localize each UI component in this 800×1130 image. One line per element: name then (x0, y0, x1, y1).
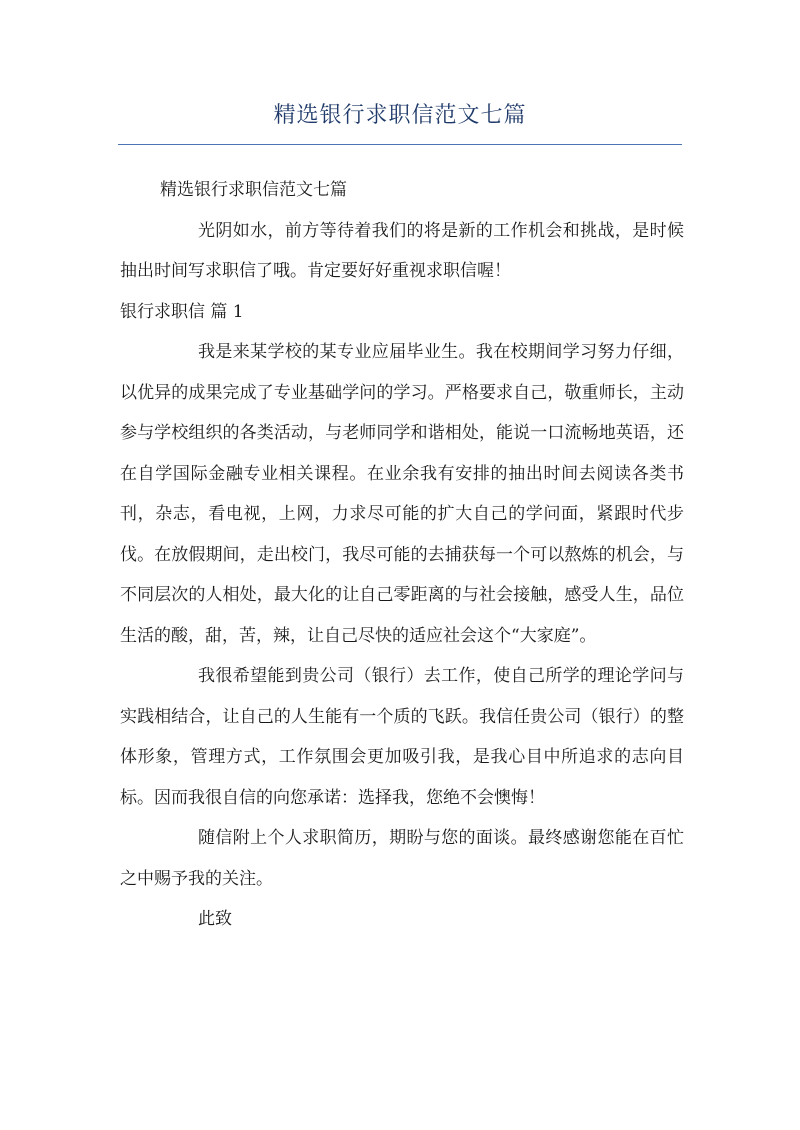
document-title: 精选银行求职信范文七篇 (273, 103, 527, 128)
closing-salutation: 此致 (198, 909, 232, 929)
section-heading: 银行求职信 篇 1 (120, 301, 244, 322)
title-divider (118, 144, 682, 145)
body-paragraph: 随信附上个人求职简历，期盼与您的面谈。最终感谢您能在百忙之中赐予我的关注。 (120, 828, 684, 889)
document-body (120, 170, 684, 940)
body-paragraph: 我很希望能到贵公司（银行）去工作，使自己所学的理论学问与实践相结合，让自己的人生能有一个质的飞跃。我信任贵公司（银行）的整体形象，管理方式，工作氛围会更加吸引我，是我心目中所追求的志向目标。因而我很自信的向您承诺：选择我，您绝不会懊悔！ (120, 666, 684, 808)
intro-paragraph: 光阴如水，前方等待着我们的将是新的工作机会和挑战，是时候抽出时间写求职信了哦。肯定要好好重视求职信喔！ (120, 220, 684, 281)
body-paragraph: 我是来某学校的某专业应届毕业生。我在校期间学习努力仔细，以优异的成果完成了专业基础学问的学习。严格要求自己，敬重师长，主动参与学校组织的各类活动，与老师同学和谐相处，能说一口流畅地英语，还在自学国际金融专业相关课程。在业余我有安排的抽出时间去阅读各类书刊，杂志，看电视，上网，力求尽可能的扩大自己的学问面，紧跟时代步伐。在放假期间，走出校门，我尽可能的去捕获每一个可以熬炼的机会，与不同层次的人相处，最大化的让自己零距离的与社会接触，感受人生，品位生活的酸，甜，苦，辣，让自己尽快的适应社会这个“大家庭”。 (120, 342, 684, 646)
document-subtitle: 精选银行求职信范文七篇 (160, 180, 347, 200)
